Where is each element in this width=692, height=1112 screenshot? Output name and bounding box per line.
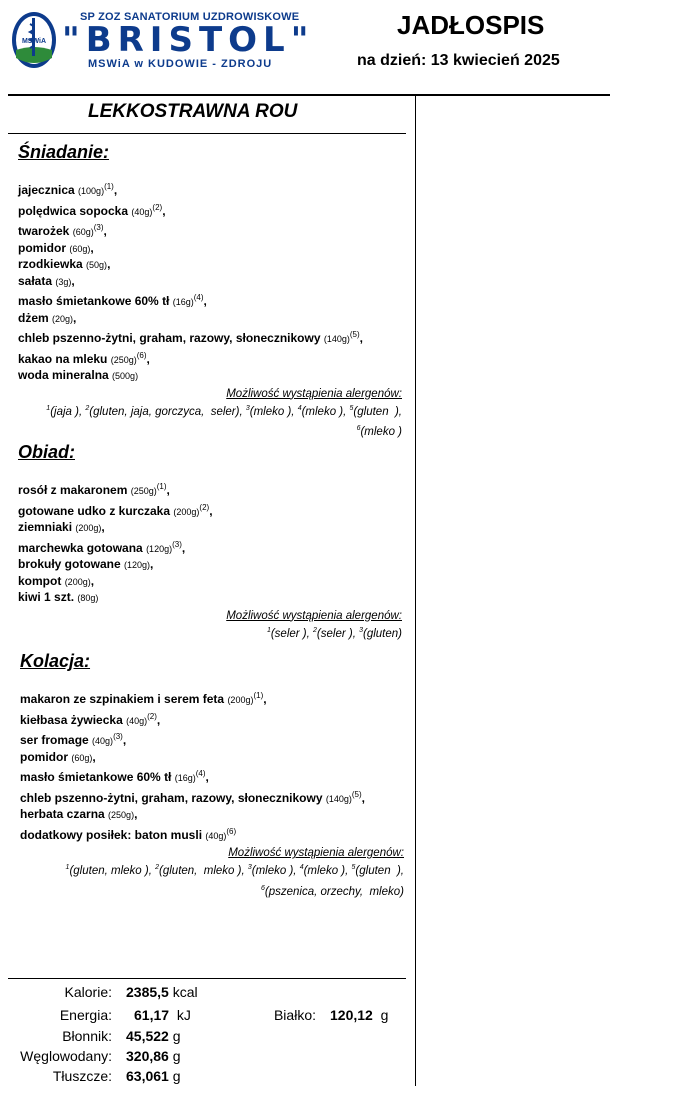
menu-item bbox=[18, 200, 408, 221]
allergen-text: (gluten) bbox=[363, 627, 402, 640]
allergen-number: 1 bbox=[65, 864, 70, 871]
allergen-text: (mleko ), bbox=[249, 405, 298, 418]
menu-item-amount: (16g) bbox=[174, 773, 196, 783]
institution-name: "BRISTOL" bbox=[62, 20, 315, 60]
allergen-number: 6 bbox=[260, 884, 265, 892]
menu-item-name: sałata bbox=[18, 273, 53, 288]
allergen-number: 2 bbox=[313, 626, 317, 634]
fat-label: Tłuszcze: bbox=[52, 1068, 112, 1084]
menu-item bbox=[18, 590, 408, 607]
allergen-heading: Możliwość wystąpienia alergenów: bbox=[228, 847, 404, 859]
menu-item bbox=[20, 824, 410, 845]
diet-title: LEKKOSTRAWNA ROU bbox=[88, 101, 298, 122]
item-separator: , bbox=[156, 712, 161, 727]
section-lunch bbox=[18, 442, 408, 642]
allergen-number: 1 bbox=[266, 626, 271, 634]
allergen-list bbox=[18, 400, 408, 442]
nutrition-summary bbox=[0, 982, 415, 1092]
item-separator: , bbox=[263, 692, 267, 706]
item-separator: , bbox=[203, 294, 207, 308]
menu-item bbox=[18, 557, 408, 574]
item-separator: , bbox=[209, 503, 213, 518]
allergen-text: (pszenica, orzechy, mleko) bbox=[264, 885, 404, 898]
menu-item-amount: (200g) bbox=[64, 576, 91, 587]
item-separator: , bbox=[90, 240, 94, 255]
item-separator: , bbox=[73, 310, 77, 325]
menu-item-name: masło śmietankowe 60% tł bbox=[20, 770, 172, 784]
menu-item bbox=[18, 348, 408, 369]
energy-value: 61,17 kJ bbox=[134, 1007, 191, 1023]
menu-item-name: kiełbasa żywiecka bbox=[20, 712, 123, 727]
section-dinner bbox=[20, 651, 410, 901]
item-separator: , bbox=[146, 351, 150, 366]
menu-item-name: brokuły gotowane bbox=[18, 557, 121, 571]
item-separator: , bbox=[92, 749, 96, 764]
menu-item bbox=[18, 179, 408, 200]
menu-item bbox=[20, 787, 410, 808]
fat-value: 63,061 g bbox=[126, 1068, 181, 1084]
allergen-number: 3 bbox=[245, 404, 250, 412]
menu-item-amount: (20g) bbox=[52, 313, 74, 324]
menu-item-amount: (80g) bbox=[77, 593, 99, 603]
allergen-ref: (3) bbox=[93, 223, 104, 232]
allergen-ref: (2) bbox=[152, 202, 163, 212]
allergen-text: (mleko ), bbox=[251, 864, 300, 877]
protein-value: 120,12 g bbox=[330, 1007, 389, 1023]
institution-subtitle: MSWiA w KUDOWIE - ZDROJU bbox=[88, 58, 273, 70]
allergen-ref: (4) bbox=[193, 293, 204, 302]
allergen-number: 5 bbox=[351, 864, 356, 871]
allergen-list bbox=[20, 859, 410, 901]
allergen-heading: Możliwość wystąpienia alergenów: bbox=[226, 609, 402, 622]
menu-item bbox=[18, 327, 408, 348]
item-separator: , bbox=[162, 203, 166, 218]
section-title: Obiad: bbox=[18, 442, 75, 462]
sanatorium-logo-icon bbox=[10, 10, 58, 70]
allergen-ref: (5) bbox=[349, 330, 360, 339]
menu-item-amount: (60g) bbox=[71, 752, 93, 763]
menu-item-name: ser fromage bbox=[20, 733, 89, 747]
menu-item-name: dodatkowy posiłek: baton musli bbox=[20, 827, 203, 842]
item-separator: , bbox=[134, 807, 138, 821]
allergen-ref: (1) bbox=[104, 182, 114, 191]
allergen-text: (jaja ), bbox=[50, 405, 86, 418]
menu-item-amount: (60g) bbox=[69, 243, 91, 254]
menu-item-amount: (250g) bbox=[130, 486, 157, 496]
menu-item bbox=[18, 368, 408, 385]
energy-label: Energia: bbox=[59, 1007, 112, 1023]
document-title: JADŁOSPIS bbox=[397, 10, 545, 40]
menu-item-amount: (16g) bbox=[172, 297, 194, 307]
menu-item bbox=[20, 688, 410, 709]
item-separator: , bbox=[71, 273, 75, 288]
menu-item bbox=[20, 766, 410, 787]
menu-item-name: masło śmietankowe 60% tł bbox=[18, 294, 170, 308]
allergen-heading: Możliwość wystąpienia alergenów: bbox=[226, 387, 402, 400]
item-separator: , bbox=[113, 183, 118, 197]
menu-item-amount: (250g) bbox=[110, 354, 137, 365]
fiber-value: 45,522 g bbox=[126, 1028, 181, 1044]
menu-item-name: rosół z makaronem bbox=[18, 483, 128, 497]
document-date: na dzień: 13 kwiecień 2025 bbox=[357, 52, 560, 69]
allergen-line bbox=[18, 400, 402, 421]
menu-item-name: ziemniaki bbox=[18, 520, 73, 534]
menu-item-amount: (40g) bbox=[92, 736, 114, 746]
item-separator: , bbox=[181, 540, 186, 555]
section-breakfast bbox=[18, 142, 408, 441]
item-separator: , bbox=[122, 733, 127, 747]
page-header bbox=[0, 0, 692, 96]
menu-item-name: kompot bbox=[18, 573, 62, 588]
menu-item-amount: (40g) bbox=[131, 206, 153, 217]
nutrition-carbs bbox=[0, 1046, 415, 1066]
menu-item-amount: (40g) bbox=[126, 715, 148, 726]
allergen-ref: (2) bbox=[147, 711, 157, 721]
menu-item-name: jajecznica bbox=[18, 183, 75, 197]
menu-item-list bbox=[18, 479, 408, 607]
allergen-text: (gluten ), bbox=[353, 405, 402, 418]
menu-item-amount: (100g) bbox=[78, 186, 105, 196]
menu-item-amount: (250g) bbox=[108, 810, 135, 820]
allergen-line bbox=[20, 859, 404, 880]
section-title: Kolacja: bbox=[20, 651, 91, 671]
menu-item-name: pomidor bbox=[18, 240, 66, 255]
menu-item-amount: (140g) bbox=[323, 334, 350, 344]
menu-item-name: makaron ze szpinakiem i serem feta bbox=[20, 692, 225, 706]
menu-item bbox=[18, 257, 408, 274]
item-separator: , bbox=[359, 331, 363, 345]
nutrition-energy bbox=[0, 1005, 415, 1025]
carbs-value: 320,86 g bbox=[126, 1048, 181, 1064]
nutrition-fat bbox=[0, 1066, 415, 1086]
menu-item-name: herbata czarna bbox=[20, 807, 105, 821]
allergen-text: (mleko ), bbox=[303, 864, 352, 877]
menu-item-name: kiwi 1 szt. bbox=[18, 590, 75, 604]
item-separator: , bbox=[205, 770, 209, 784]
menu-item bbox=[18, 290, 408, 311]
item-separator: , bbox=[90, 573, 95, 588]
allergen-number: 6 bbox=[356, 425, 361, 433]
allergen-ref: (4) bbox=[195, 769, 206, 778]
menu-item-name: rzodkiewka bbox=[18, 257, 83, 271]
allergen-text: (gluten, jaja, gorczyca, seler), bbox=[89, 405, 246, 418]
calories-value: 2385,5 kcal bbox=[126, 984, 198, 1000]
allergen-line bbox=[18, 622, 402, 643]
allergen-ref: (3) bbox=[113, 732, 123, 741]
logo-text: MSWiA bbox=[21, 38, 47, 45]
allergen-text: (gluten, mleko ), bbox=[159, 864, 248, 877]
item-separator: , bbox=[361, 790, 365, 805]
menu-item bbox=[18, 274, 408, 291]
allergen-ref: (1) bbox=[253, 691, 264, 700]
allergen-text: (seler ), bbox=[316, 627, 360, 640]
fiber-label: Błonnik: bbox=[62, 1028, 112, 1044]
menu-item-name: polędwica sopocka bbox=[18, 203, 129, 218]
allergen-ref: (6) bbox=[226, 826, 237, 836]
menu-item-amount: (50g) bbox=[86, 260, 108, 270]
allergen-number: 1 bbox=[46, 404, 51, 412]
menu-item-name: chleb pszenno-żytni, graham, razowy, słonecznikowy bbox=[18, 331, 321, 345]
menu-item bbox=[20, 709, 410, 730]
allergen-number: 2 bbox=[155, 864, 160, 871]
menu-item-amount: (200g) bbox=[227, 695, 254, 705]
allergen-ref: (5) bbox=[351, 789, 362, 799]
allergen-line bbox=[18, 420, 402, 441]
allergen-ref: (3) bbox=[172, 539, 182, 549]
menu-item bbox=[18, 241, 408, 258]
menu-item-amount: (3g) bbox=[55, 276, 72, 287]
header-divider bbox=[8, 94, 610, 96]
allergen-text: (mleko ), bbox=[301, 405, 350, 418]
allergen-number: 4 bbox=[299, 864, 304, 871]
calories-label: Kalorie: bbox=[64, 984, 112, 1000]
allergen-text: (gluten ), bbox=[355, 864, 404, 877]
menu-item-amount: (200g) bbox=[75, 523, 102, 533]
menu-item-name: gotowane udko z kurczaka bbox=[18, 503, 171, 518]
allergen-number: 5 bbox=[349, 404, 354, 412]
menu-item bbox=[20, 750, 410, 767]
allergen-number: 3 bbox=[247, 864, 252, 871]
menu-item-list bbox=[18, 179, 408, 385]
menu-item bbox=[18, 311, 408, 328]
menu-item-amount: (120g) bbox=[146, 543, 173, 554]
allergen-list bbox=[18, 622, 408, 643]
menu-item-name: twarożek bbox=[18, 224, 70, 238]
item-separator: , bbox=[150, 557, 154, 571]
menu-item bbox=[18, 537, 408, 558]
allergen-text: (mleko ) bbox=[360, 426, 402, 439]
menu-item bbox=[18, 520, 408, 537]
menu-item-amount: (500g) bbox=[112, 371, 139, 381]
menu-item bbox=[18, 220, 408, 241]
menu-item bbox=[20, 807, 410, 824]
allergen-line bbox=[20, 880, 404, 901]
menu-item-amount: (40g) bbox=[205, 830, 227, 841]
menu-item-name: woda mineralna bbox=[18, 368, 109, 382]
menu-item-list bbox=[20, 688, 410, 844]
column-divider bbox=[415, 96, 416, 1086]
allergen-number: 4 bbox=[297, 404, 302, 412]
allergen-ref: (1) bbox=[156, 482, 167, 491]
item-separator: , bbox=[107, 257, 111, 271]
diet-title-divider bbox=[8, 133, 406, 134]
allergen-text: (seler ), bbox=[270, 627, 314, 640]
menu-item-amount: (140g) bbox=[325, 793, 352, 804]
item-separator: , bbox=[103, 224, 107, 238]
menu-item bbox=[20, 729, 410, 750]
menu-item-amount: (120g) bbox=[124, 560, 151, 570]
protein-label: Białko: bbox=[273, 1007, 316, 1023]
institution-top-line: SP ZOZ SANATORIUM UZDROWISKOWE bbox=[80, 11, 300, 23]
nutrition-divider bbox=[8, 978, 406, 979]
menu-item-amount: (60g) bbox=[72, 227, 94, 237]
menu-item-amount: (200g) bbox=[173, 506, 200, 517]
section-title: Śniadanie: bbox=[18, 142, 110, 162]
allergen-number: 2 bbox=[85, 404, 90, 412]
item-separator: , bbox=[101, 520, 105, 534]
menu-item-name: kakao na mleku bbox=[18, 351, 108, 366]
allergen-ref: (6) bbox=[136, 350, 147, 360]
menu-item-name: chleb pszenno-żytni, graham, razowy, słonecznikowy bbox=[20, 790, 323, 805]
menu-item-name: marchewka gotowana bbox=[18, 540, 143, 555]
carbs-label: Węglowodany: bbox=[20, 1048, 112, 1064]
nutrition-fiber bbox=[0, 1026, 415, 1046]
allergen-number: 3 bbox=[359, 626, 363, 634]
nutrition-calories bbox=[0, 982, 415, 1002]
menu-item-name: dżem bbox=[18, 310, 49, 325]
item-separator: , bbox=[166, 483, 170, 497]
menu-item-name: pomidor bbox=[20, 749, 68, 764]
menu-item bbox=[18, 574, 408, 591]
menu-item bbox=[18, 500, 408, 521]
allergen-ref: (2) bbox=[199, 502, 210, 512]
allergen-text: (gluten, mleko ), bbox=[69, 864, 156, 877]
menu-item bbox=[18, 479, 408, 500]
